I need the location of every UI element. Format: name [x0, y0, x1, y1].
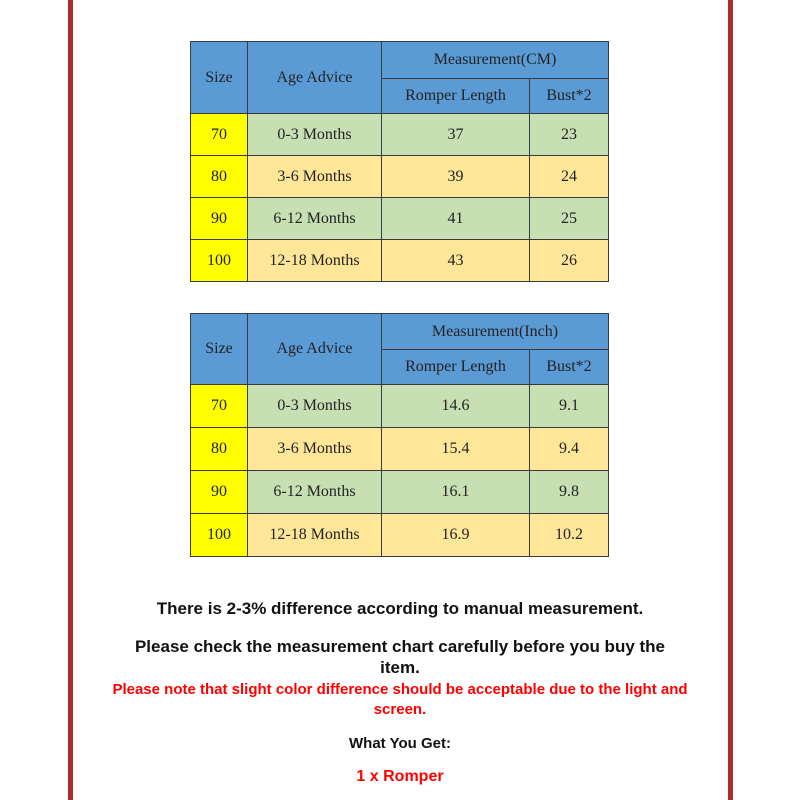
size-cell: 100 [191, 240, 248, 282]
table-row [191, 156, 609, 198]
age-cell: 3-6 Months [248, 428, 382, 471]
table-row [191, 471, 609, 514]
age-cell: 3-6 Months [248, 156, 382, 198]
what-you-get-heading: What You Get: [349, 735, 451, 752]
length-cell: 39 [382, 156, 530, 198]
length-cell: 14.6 [382, 385, 530, 428]
bust-header: Bust*2 [530, 350, 609, 385]
table-row [191, 198, 609, 240]
age-cell: 6-12 Months [248, 198, 382, 240]
age-cell: 12-18 Months [248, 514, 382, 557]
romper-length-header: Romper Length [382, 350, 530, 385]
bust-cell: 9.1 [530, 385, 609, 428]
size-header: Size [191, 42, 248, 114]
color-difference-note: Please note that slight color difference should be acceptable due to the light and screen. [112, 681, 688, 718]
length-cell: 41 [382, 198, 530, 240]
age-cell: 0-3 Months [248, 385, 382, 428]
age-cell: 0-3 Months [248, 114, 382, 156]
measurement-header: Measurement(CM) [382, 42, 609, 79]
age-advice-header: Age Advice [248, 42, 382, 114]
table-row [191, 428, 609, 471]
package-item: 1 x Romper [356, 768, 444, 785]
table-row [191, 385, 609, 428]
table-row [191, 514, 609, 557]
size-chart-inch [190, 313, 609, 557]
size-header: Size [191, 314, 248, 385]
bust-cell: 25 [530, 198, 609, 240]
length-cell: 15.4 [382, 428, 530, 471]
size-cell: 70 [191, 385, 248, 428]
size-cell: 90 [191, 198, 248, 240]
bust-cell: 26 [530, 240, 609, 282]
right-border [728, 0, 733, 800]
length-cell: 37 [382, 114, 530, 156]
size-chart-cm [190, 41, 609, 282]
bust-cell: 9.4 [530, 428, 609, 471]
table-row [191, 240, 609, 282]
romper-length-header: Romper Length [382, 79, 530, 114]
table-row [191, 114, 609, 156]
size-cell: 100 [191, 514, 248, 557]
bust-cell: 23 [530, 114, 609, 156]
age-advice-header: Age Advice [248, 314, 382, 385]
size-cell: 90 [191, 471, 248, 514]
length-cell: 16.9 [382, 514, 530, 557]
bust-header: Bust*2 [530, 79, 609, 114]
size-cell: 80 [191, 156, 248, 198]
age-cell: 12-18 Months [248, 240, 382, 282]
bust-cell: 10.2 [530, 514, 609, 557]
size-cell: 80 [191, 428, 248, 471]
bust-cell: 24 [530, 156, 609, 198]
check-chart-note: Please check the measurement chart carefully before you buy the item. [134, 637, 666, 677]
left-border [68, 0, 73, 800]
bust-cell: 9.8 [530, 471, 609, 514]
length-cell: 43 [382, 240, 530, 282]
length-cell: 16.1 [382, 471, 530, 514]
size-cell: 70 [191, 114, 248, 156]
age-cell: 6-12 Months [248, 471, 382, 514]
measurement-header: Measurement(Inch) [382, 314, 609, 350]
measurement-difference-note: There is 2-3% difference according to manual measurement. [156, 599, 644, 618]
